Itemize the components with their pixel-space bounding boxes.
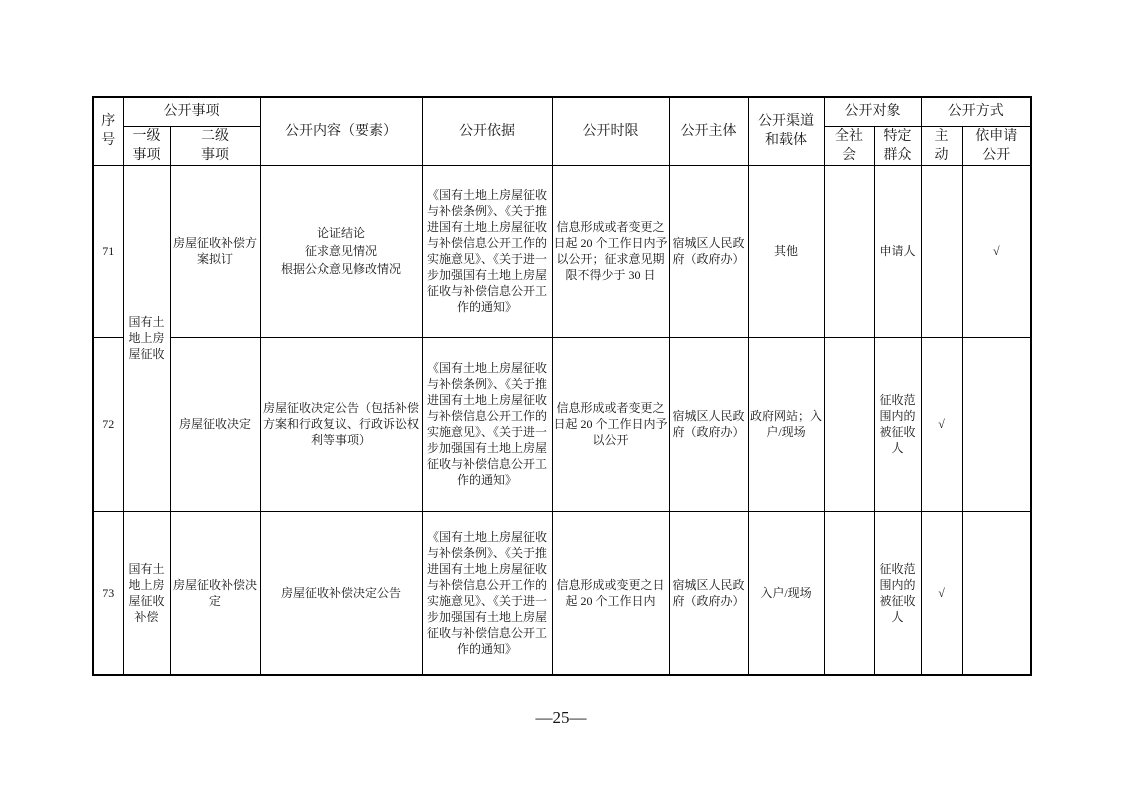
header-seq-line: 序 xyxy=(101,114,116,130)
table-body xyxy=(93,165,1031,675)
row-subject: 宿城区人民政府（政府办） xyxy=(669,511,748,675)
header-basis: 公开依据 xyxy=(422,97,552,165)
row-active xyxy=(921,165,962,337)
row-content-line: 根据公众意见修改情况 xyxy=(280,262,401,276)
row-content-line: 征求意见情况 xyxy=(304,244,377,258)
row-basis: 《国有土地上房屋征收与补偿条例》、《关于推进国有土地上房屋征收与补偿信息公开工作的实施意见》、《关于进一步加强国有土地上房屋征收与补偿信息公开工作的通知》 xyxy=(422,337,552,511)
header-level2 xyxy=(170,126,260,165)
header-on-request-line: 依申请 xyxy=(975,128,1018,144)
table-header xyxy=(93,97,1031,165)
row-content: 房屋征收决定公告（包括补偿方案和行政复议、行政诉讼权利等事项） xyxy=(260,337,422,511)
header-all-society xyxy=(824,126,874,165)
header-all-society-line: 会 xyxy=(842,147,856,163)
row-specific-group: 征收范围内的被征收人 xyxy=(874,511,921,675)
header-channel-line: 和载体 xyxy=(765,133,807,149)
row-seq: 73 xyxy=(93,511,123,675)
header-active-line: 主 xyxy=(934,128,949,144)
header-channel-line: 公开渠道 xyxy=(758,114,814,130)
row-level2-item: 房屋征收补偿决定 xyxy=(170,511,260,675)
row-subject: 宿城区人民政府（政府办） xyxy=(669,337,748,511)
row-active-check: √ xyxy=(921,511,962,675)
header-row-1 xyxy=(93,97,1031,126)
header-active xyxy=(921,126,962,165)
row-time-limit: 信息形成或者变更之日起 20 个工作日内予以公开 xyxy=(552,337,669,511)
row-level2-item: 房屋征收决定 xyxy=(170,337,260,511)
header-subject: 公开主体 xyxy=(669,97,748,165)
row-level2-item: 房屋征收补偿方案拟订 xyxy=(170,165,260,337)
header-target: 公开对象 xyxy=(824,97,921,126)
header-seq xyxy=(93,97,123,165)
row-subject: 宿城区人民政府（政府办） xyxy=(669,165,748,337)
row-on-request xyxy=(962,337,1031,511)
header-specific-group xyxy=(874,126,921,165)
row-on-request-check: √ xyxy=(962,165,1031,337)
header-channel xyxy=(748,97,824,165)
row-basis: 《国有土地上房屋征收与补偿条例》、《关于推进国有土地上房屋征收与补偿信息公开工作的实施意见》、《关于进一步加强国有土地上房屋征收与补偿信息公开工作的通知》 xyxy=(422,511,552,675)
header-level1 xyxy=(123,126,170,165)
page-number: —25— xyxy=(535,708,587,727)
header-active-line: 动 xyxy=(934,147,949,163)
header-time-limit: 公开时限 xyxy=(552,97,669,165)
row-content: 房屋征收补偿决定公告 xyxy=(260,511,422,675)
table-row xyxy=(93,337,1031,511)
table-row xyxy=(93,165,1031,337)
disclosure-table xyxy=(92,96,1032,676)
row-time-limit: 信息形成或变更之日起 20 个工作日内 xyxy=(552,511,669,675)
row-content xyxy=(260,165,422,337)
header-disclosure-item: 公开事项 xyxy=(123,97,260,126)
row-time-limit: 信息形成或者变更之日起 20 个工作日内予以公开；征求意见期限不得少于 30 日 xyxy=(552,165,669,337)
row-seq: 71 xyxy=(93,165,123,337)
header-content: 公开内容（要素） xyxy=(260,97,422,165)
row-seq: 72 xyxy=(93,337,123,511)
row-specific-group: 征收范围内的被征收人 xyxy=(874,337,921,511)
header-seq-line: 号 xyxy=(101,133,116,149)
row-active-check: √ xyxy=(921,337,962,511)
row-content-line: 论证结论 xyxy=(316,226,365,240)
header-on-request xyxy=(962,126,1031,165)
header-all-society-line: 全社 xyxy=(835,128,863,144)
row-basis: 《国有土地上房屋征收与补偿条例》、《关于推进国有土地上房屋征收与补偿信息公开工作的实施意见》、《关于进一步加强国有土地上房屋征收与补偿信息公开工作的通知》 xyxy=(422,165,552,337)
row-level1-item: 国有土地上房屋征收补偿 xyxy=(123,511,170,675)
row-all-society xyxy=(824,165,874,337)
header-specific-group-line: 群众 xyxy=(883,147,912,163)
header-level2-line: 二级 xyxy=(201,128,229,144)
row-channel: 政府网站；入户/现场 xyxy=(748,337,824,511)
row-all-society xyxy=(824,511,874,675)
header-method: 公开方式 xyxy=(921,97,1031,126)
table-row xyxy=(93,511,1031,675)
header-level2-line: 事项 xyxy=(201,147,229,163)
header-on-request-line: 公开 xyxy=(982,147,1011,163)
header-level1-line: 一级 xyxy=(132,128,161,144)
header-level1-line: 事项 xyxy=(132,147,161,163)
row-specific-group: 申请人 xyxy=(874,165,921,337)
header-specific-group-line: 特定 xyxy=(883,128,912,144)
row-all-society xyxy=(824,337,874,511)
row-channel: 入户/现场 xyxy=(748,511,824,675)
row-channel: 其他 xyxy=(748,165,824,337)
row-on-request xyxy=(962,511,1031,675)
row-level1-item: 国有土地上房屋征收 xyxy=(123,165,170,511)
